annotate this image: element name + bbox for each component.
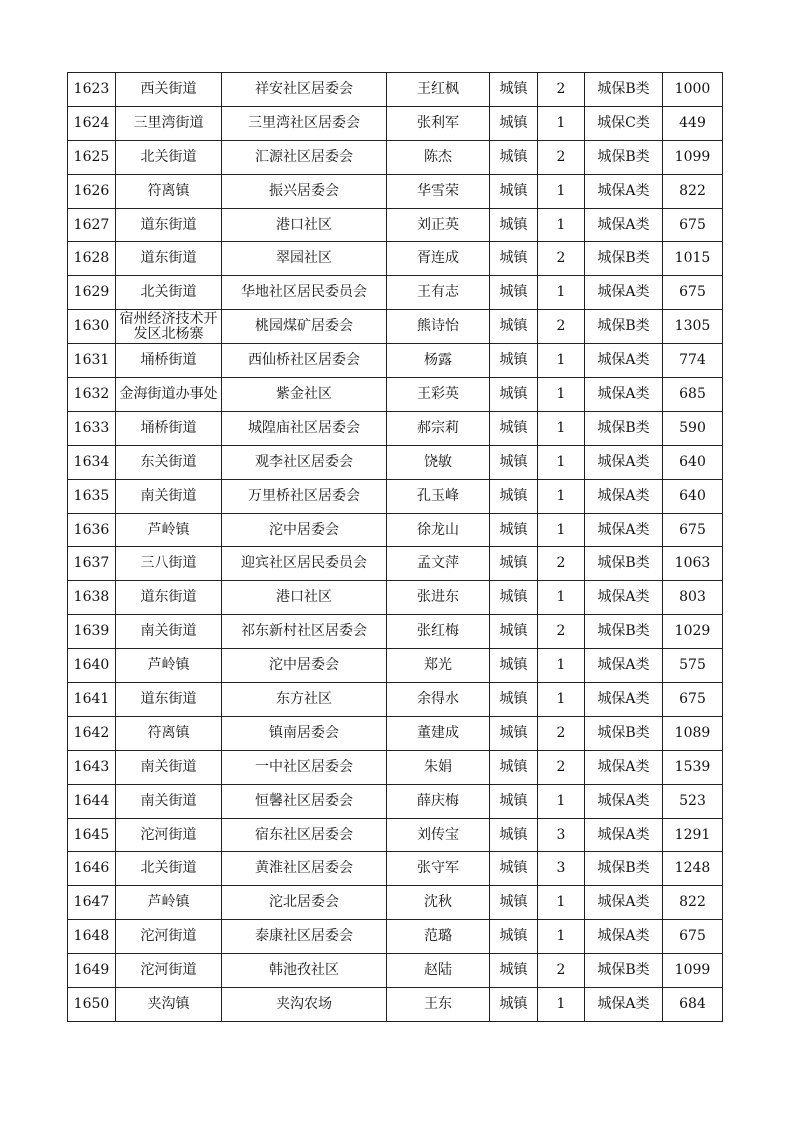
street-cell: 埇桥街道 [116,344,222,378]
name-cell: 华雪荣 [387,174,490,208]
area-type-cell: 城镇 [490,174,538,208]
community-cell: 沱中居委会 [222,513,387,547]
street-cell: 符离镇 [116,716,222,750]
community-cell: 镇南居委会 [222,716,387,750]
category-cell: 城保B类 [585,954,663,988]
household-size-cell: 2 [538,140,585,174]
table-row [68,344,723,378]
community-cell: 紫金社区 [222,378,387,412]
amount-cell: 822 [663,886,723,920]
category-cell: 城保A类 [585,818,663,852]
community-cell: 迎宾社区居民委员会 [222,547,387,581]
category-cell: 城保A类 [585,649,663,683]
row-number: 1635 [68,479,116,513]
community-cell: 一中社区居委会 [222,750,387,784]
name-cell: 张利军 [387,106,490,140]
area-type-cell: 城镇 [490,310,538,344]
amount-cell: 1539 [663,750,723,784]
name-cell: 王有志 [387,276,490,310]
household-size-cell: 2 [538,73,585,107]
table-row [68,208,723,242]
street-cell: 北关街道 [116,140,222,174]
area-type-cell: 城镇 [490,513,538,547]
street-cell: 道东街道 [116,581,222,615]
table-row [68,852,723,886]
row-number: 1630 [68,310,116,344]
area-type-cell: 城镇 [490,378,538,412]
community-cell: 东方社区 [222,683,387,717]
area-type-cell: 城镇 [490,920,538,954]
category-cell: 城保A类 [585,683,663,717]
name-cell: 赵陆 [387,954,490,988]
amount-cell: 1063 [663,547,723,581]
area-type-cell: 城镇 [490,73,538,107]
amount-cell: 1099 [663,954,723,988]
area-type-cell: 城镇 [490,886,538,920]
amount-cell: 822 [663,174,723,208]
household-size-cell: 1 [538,378,585,412]
category-cell: 城保A类 [585,208,663,242]
household-size-cell: 1 [538,344,585,378]
street-cell: 沱河街道 [116,818,222,852]
area-type-cell: 城镇 [490,445,538,479]
community-cell: 观李社区居委会 [222,445,387,479]
amount-cell: 1015 [663,242,723,276]
category-cell: 城保B类 [585,716,663,750]
household-size-cell: 2 [538,242,585,276]
table-row [68,920,723,954]
table-row [68,988,723,1022]
community-cell: 万里桥社区居委会 [222,479,387,513]
roster-body [68,73,723,1022]
row-number: 1632 [68,378,116,412]
category-cell: 城保A类 [585,378,663,412]
category-cell: 城保A类 [585,988,663,1022]
table-row [68,242,723,276]
category-cell: 城保B类 [585,411,663,445]
street-cell: 芦岭镇 [116,886,222,920]
street-cell: 西关街道 [116,73,222,107]
name-cell: 张进东 [387,581,490,615]
amount-cell: 523 [663,784,723,818]
area-type-cell: 城镇 [490,818,538,852]
area-type-cell: 城镇 [490,954,538,988]
street-cell: 东关街道 [116,445,222,479]
table-row [68,106,723,140]
street-cell: 埇桥街道 [116,411,222,445]
category-cell: 城保C类 [585,106,663,140]
category-cell: 城保A类 [585,920,663,954]
area-type-cell: 城镇 [490,988,538,1022]
street-cell: 金海街道办事处 [116,378,222,412]
street-cell: 南关街道 [116,479,222,513]
category-cell: 城保A类 [585,513,663,547]
community-cell: 恒馨社区居委会 [222,784,387,818]
table-row [68,140,723,174]
amount-cell: 675 [663,920,723,954]
category-cell: 城保B类 [585,140,663,174]
amount-cell: 675 [663,513,723,547]
row-number: 1647 [68,886,116,920]
table-row [68,649,723,683]
row-number: 1637 [68,547,116,581]
amount-cell: 1089 [663,716,723,750]
amount-cell: 675 [663,276,723,310]
amount-cell: 640 [663,479,723,513]
name-cell: 张守军 [387,852,490,886]
name-cell: 范璐 [387,920,490,954]
household-size-cell: 1 [538,445,585,479]
street-cell: 道东街道 [116,242,222,276]
name-cell: 郝宗莉 [387,411,490,445]
street-cell: 南关街道 [116,750,222,784]
row-number: 1628 [68,242,116,276]
name-cell: 刘传宝 [387,818,490,852]
household-size-cell: 1 [538,174,585,208]
category-cell: 城保A类 [585,886,663,920]
area-type-cell: 城镇 [490,208,538,242]
row-number: 1631 [68,344,116,378]
category-cell: 城保B类 [585,615,663,649]
street-cell: 三里湾街道 [116,106,222,140]
category-cell: 城保B类 [585,242,663,276]
category-cell: 城保A类 [585,276,663,310]
amount-cell: 575 [663,649,723,683]
household-size-cell: 1 [538,581,585,615]
table-row [68,683,723,717]
area-type-cell: 城镇 [490,784,538,818]
row-number: 1633 [68,411,116,445]
row-number: 1642 [68,716,116,750]
household-size-cell: 1 [538,106,585,140]
category-cell: 城保A类 [585,750,663,784]
household-size-cell: 1 [538,784,585,818]
row-number: 1625 [68,140,116,174]
area-type-cell: 城镇 [490,716,538,750]
area-type-cell: 城镇 [490,581,538,615]
amount-cell: 590 [663,411,723,445]
household-size-cell: 1 [538,886,585,920]
amount-cell: 803 [663,581,723,615]
row-number: 1623 [68,73,116,107]
table-row [68,716,723,750]
area-type-cell: 城镇 [490,479,538,513]
household-size-cell: 1 [538,513,585,547]
amount-cell: 1099 [663,140,723,174]
amount-cell: 675 [663,683,723,717]
name-cell: 饶敏 [387,445,490,479]
street-cell: 芦岭镇 [116,649,222,683]
community-cell: 城隍庙社区居委会 [222,411,387,445]
area-type-cell: 城镇 [490,106,538,140]
amount-cell: 1291 [663,818,723,852]
category-cell: 城保A类 [585,784,663,818]
category-cell: 城保B类 [585,310,663,344]
area-type-cell: 城镇 [490,852,538,886]
name-cell: 陈杰 [387,140,490,174]
roster-table [67,72,723,1022]
table-row [68,445,723,479]
amount-cell: 1305 [663,310,723,344]
household-size-cell: 3 [538,818,585,852]
community-cell: 西仙桥社区居委会 [222,344,387,378]
area-type-cell: 城镇 [490,344,538,378]
amount-cell: 640 [663,445,723,479]
row-number: 1649 [68,954,116,988]
table-row [68,954,723,988]
table-row [68,310,723,344]
street-cell: 沱河街道 [116,954,222,988]
row-number: 1638 [68,581,116,615]
area-type-cell: 城镇 [490,649,538,683]
row-number: 1644 [68,784,116,818]
row-number: 1629 [68,276,116,310]
community-cell: 港口社区 [222,208,387,242]
community-cell: 祥安社区居委会 [222,73,387,107]
area-type-cell: 城镇 [490,242,538,276]
household-size-cell: 1 [538,208,585,242]
row-number: 1640 [68,649,116,683]
name-cell: 郑光 [387,649,490,683]
street-cell: 道东街道 [116,683,222,717]
household-size-cell: 2 [538,750,585,784]
community-cell: 宿东社区居委会 [222,818,387,852]
name-cell: 张红梅 [387,615,490,649]
row-number: 1648 [68,920,116,954]
name-cell: 胥连成 [387,242,490,276]
amount-cell: 1029 [663,615,723,649]
category-cell: 城保A类 [585,581,663,615]
community-cell: 华地社区居民委员会 [222,276,387,310]
household-size-cell: 2 [538,547,585,581]
household-size-cell: 2 [538,615,585,649]
community-cell: 三里湾社区居委会 [222,106,387,140]
area-type-cell: 城镇 [490,140,538,174]
community-cell: 黄淮社区居委会 [222,852,387,886]
community-cell: 振兴居委会 [222,174,387,208]
table-row [68,615,723,649]
household-size-cell: 1 [538,683,585,717]
table-row [68,818,723,852]
community-cell: 祁东新村社区居委会 [222,615,387,649]
amount-cell: 675 [663,208,723,242]
table-row [68,513,723,547]
community-cell: 桃园煤矿居委会 [222,310,387,344]
row-number: 1626 [68,174,116,208]
community-cell: 韩池孜社区 [222,954,387,988]
table-row [68,581,723,615]
street-cell: 南关街道 [116,784,222,818]
community-cell: 沱北居委会 [222,886,387,920]
table-row [68,73,723,107]
category-cell: 城保B类 [585,73,663,107]
amount-cell: 684 [663,988,723,1022]
amount-cell: 1000 [663,73,723,107]
community-cell: 沱中居委会 [222,649,387,683]
name-cell: 沈秋 [387,886,490,920]
household-size-cell: 1 [538,276,585,310]
category-cell: 城保A类 [585,174,663,208]
row-number: 1634 [68,445,116,479]
name-cell: 孔玉峰 [387,479,490,513]
row-number: 1636 [68,513,116,547]
table-row [68,411,723,445]
row-number: 1641 [68,683,116,717]
name-cell: 刘正英 [387,208,490,242]
row-number: 1646 [68,852,116,886]
row-number: 1645 [68,818,116,852]
street-cell: 北关街道 [116,852,222,886]
area-type-cell: 城镇 [490,411,538,445]
community-cell: 翠园社区 [222,242,387,276]
category-cell: 城保A类 [585,344,663,378]
table-row [68,174,723,208]
area-type-cell: 城镇 [490,276,538,310]
row-number: 1627 [68,208,116,242]
table-row [68,479,723,513]
community-cell: 港口社区 [222,581,387,615]
household-size-cell: 2 [538,716,585,750]
name-cell: 熊诗怡 [387,310,490,344]
area-type-cell: 城镇 [490,750,538,784]
table-row [68,547,723,581]
row-number: 1639 [68,615,116,649]
street-cell: 南关街道 [116,615,222,649]
table-row [68,276,723,310]
row-number: 1643 [68,750,116,784]
household-size-cell: 1 [538,479,585,513]
row-number: 1624 [68,106,116,140]
community-cell: 泰康社区居委会 [222,920,387,954]
street-cell: 道东街道 [116,208,222,242]
street-cell: 北关街道 [116,276,222,310]
table-row [68,378,723,412]
household-size-cell: 2 [538,954,585,988]
row-number: 1650 [68,988,116,1022]
category-cell: 城保B类 [585,547,663,581]
name-cell: 薛庆梅 [387,784,490,818]
area-type-cell: 城镇 [490,615,538,649]
household-size-cell: 1 [538,920,585,954]
amount-cell: 685 [663,378,723,412]
street-cell: 宿州经济技术开发区北杨寨 [116,310,222,344]
table-row [68,886,723,920]
name-cell: 王东 [387,988,490,1022]
household-size-cell: 3 [538,852,585,886]
community-cell: 汇源社区居委会 [222,140,387,174]
category-cell: 城保A类 [585,479,663,513]
name-cell: 徐龙山 [387,513,490,547]
amount-cell: 449 [663,106,723,140]
name-cell: 王彩英 [387,378,490,412]
street-cell: 沱河街道 [116,920,222,954]
amount-cell: 1248 [663,852,723,886]
name-cell: 董建成 [387,716,490,750]
name-cell: 杨露 [387,344,490,378]
street-cell: 三八街道 [116,547,222,581]
table-row [68,784,723,818]
household-size-cell: 2 [538,310,585,344]
household-size-cell: 1 [538,988,585,1022]
street-cell: 符离镇 [116,174,222,208]
street-cell: 夹沟镇 [116,988,222,1022]
area-type-cell: 城镇 [490,547,538,581]
name-cell: 余得水 [387,683,490,717]
category-cell: 城保B类 [585,852,663,886]
name-cell: 朱娟 [387,750,490,784]
street-cell: 芦岭镇 [116,513,222,547]
category-cell: 城保A类 [585,445,663,479]
community-cell: 夹沟农场 [222,988,387,1022]
household-size-cell: 1 [538,411,585,445]
name-cell: 王红枫 [387,73,490,107]
household-size-cell: 1 [538,649,585,683]
amount-cell: 774 [663,344,723,378]
area-type-cell: 城镇 [490,683,538,717]
name-cell: 孟文萍 [387,547,490,581]
table-row [68,750,723,784]
